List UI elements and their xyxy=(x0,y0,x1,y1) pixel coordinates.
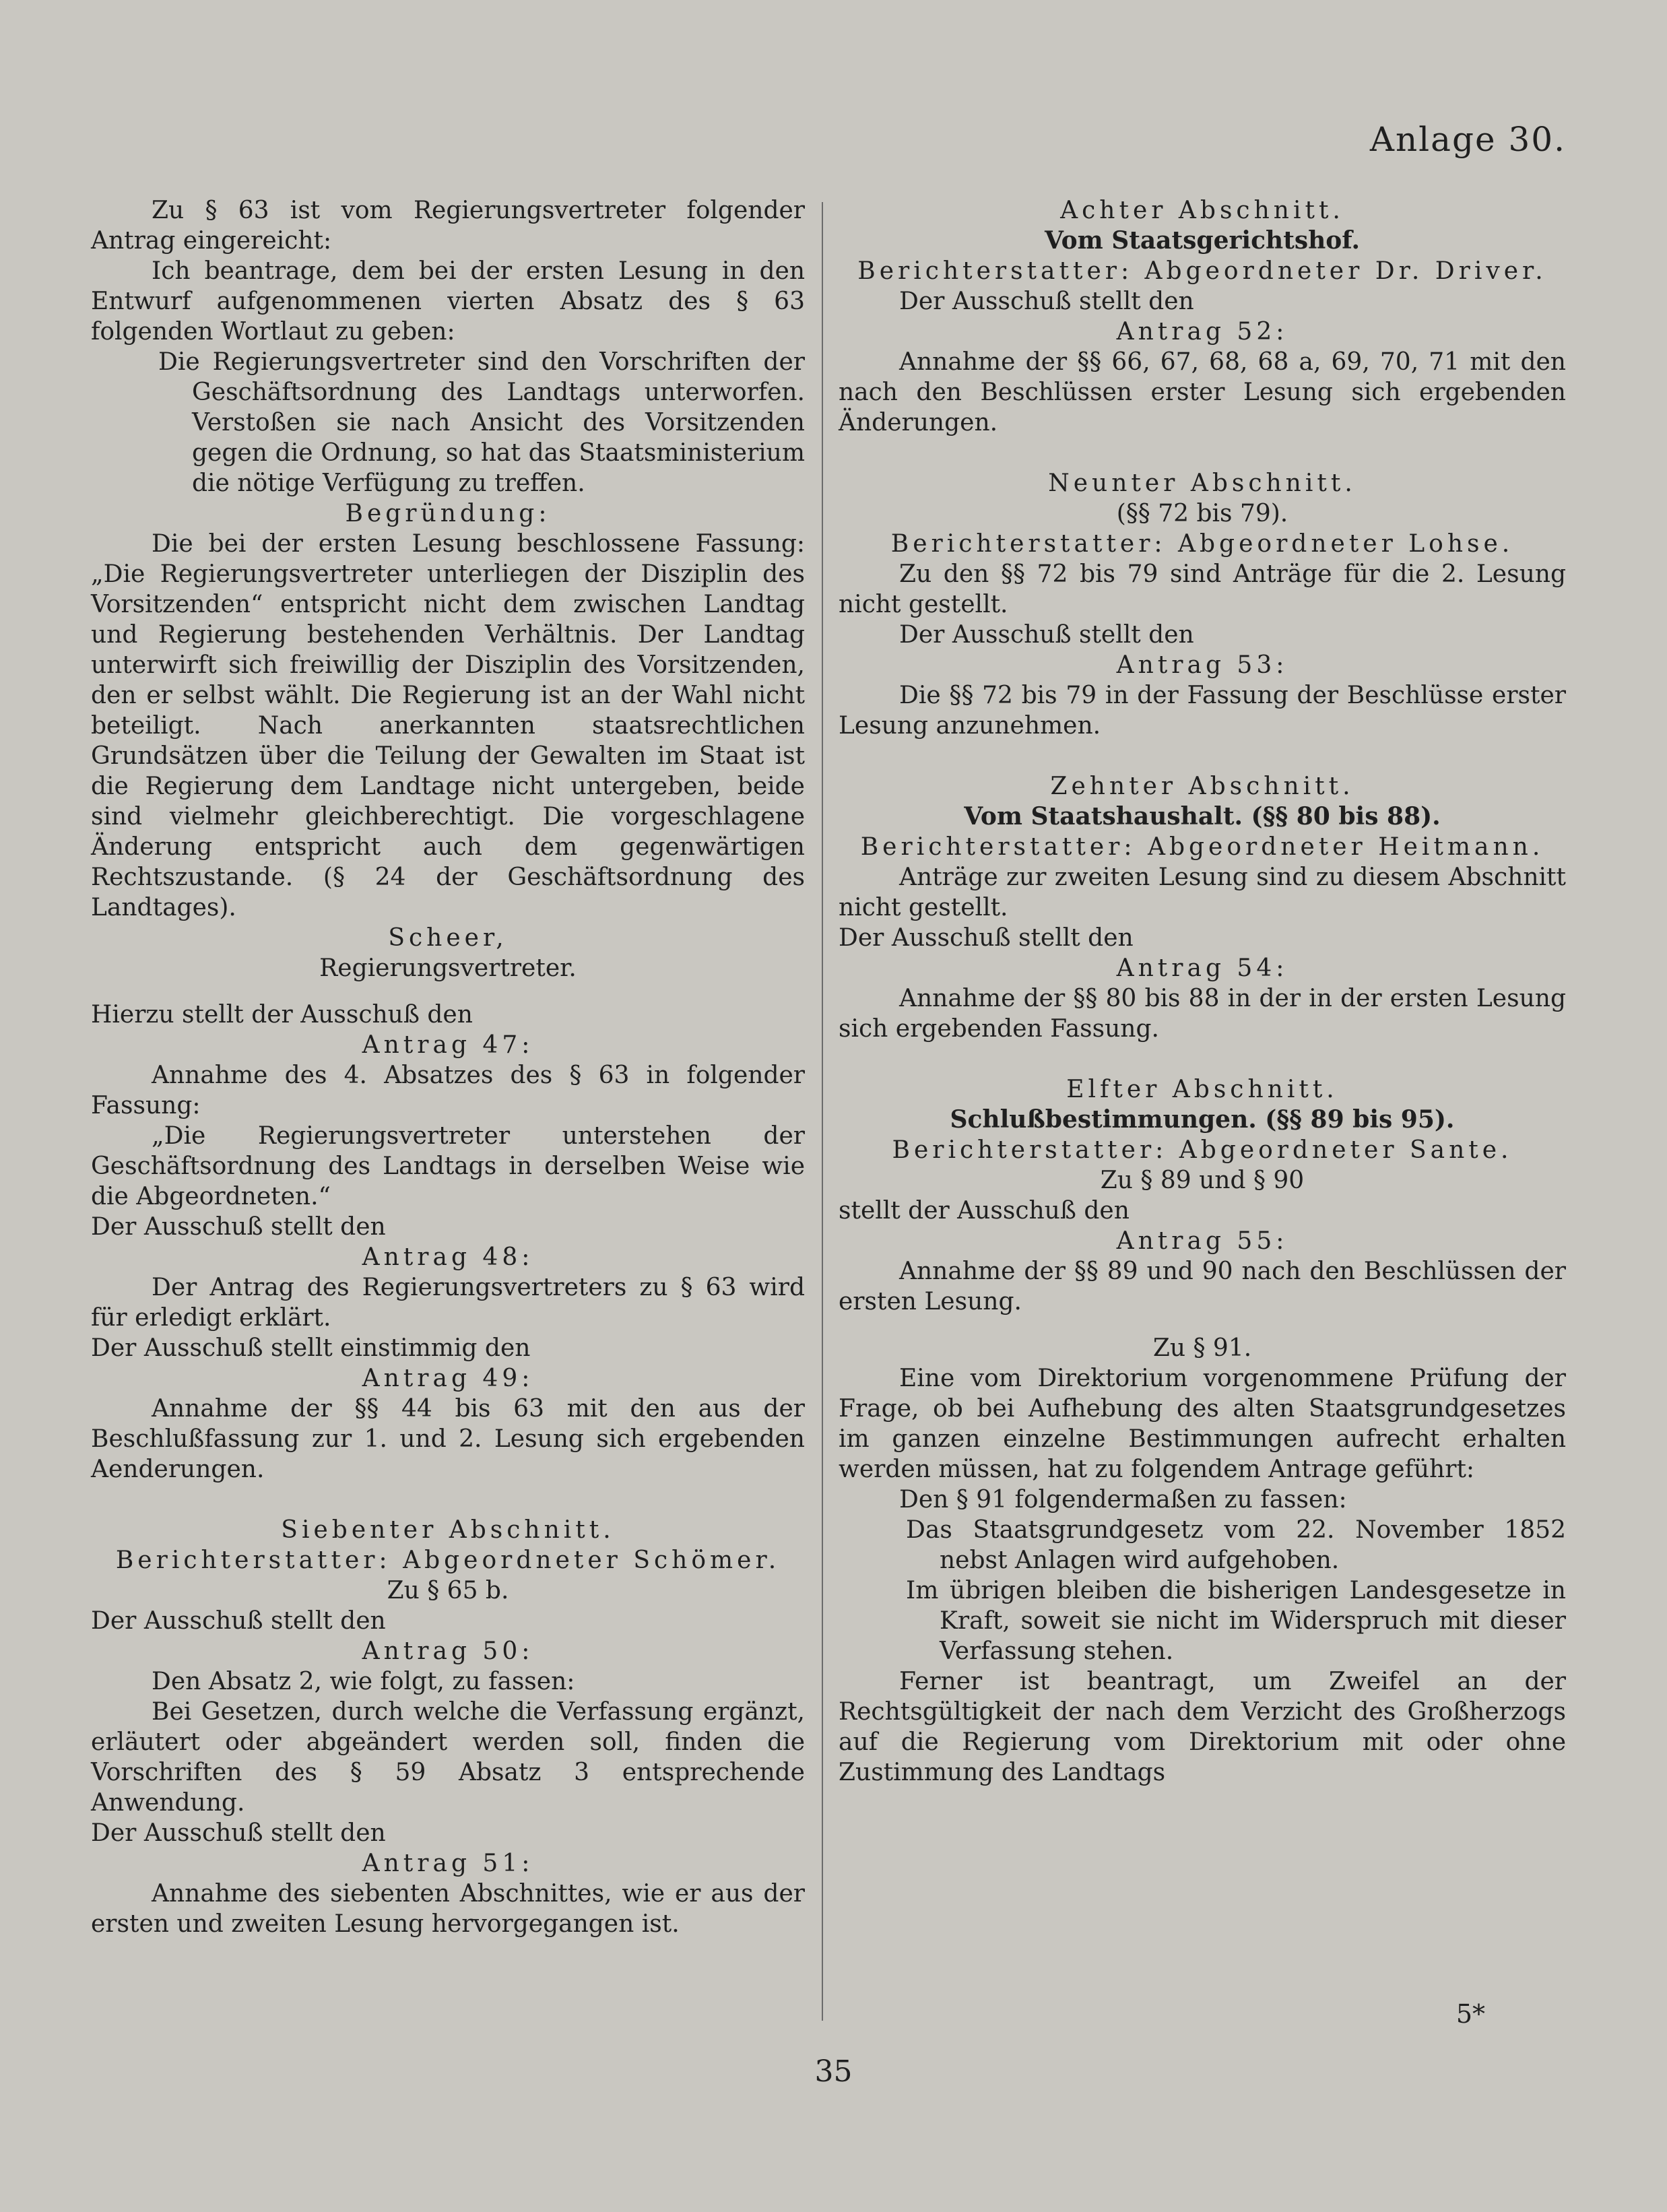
motion-label: Antrag 51: xyxy=(362,1850,534,1877)
section-title: Vom Staatsgerichtshof. xyxy=(1044,226,1361,255)
paragraph: Den § 91 folgendermaßen zu fassen: xyxy=(899,1486,1347,1514)
subheading: Begründung: xyxy=(345,500,551,527)
section-heading: Zehnter Abschnitt. xyxy=(1050,773,1354,800)
quoted-text: „Die Regierungsvertreter unterstehen der Geschäftsordnung des Landtags in derselben Weise wie die Abgeordneten.“ xyxy=(91,1122,805,1210)
motion-label: Antrag 50: xyxy=(362,1637,534,1665)
paragraph: Zu § 63 ist vom Regierungsvertreter folgender Antrag eingereicht: xyxy=(91,197,805,255)
subheading: Zu § 91. xyxy=(1152,1334,1252,1362)
paragraph: Annahme der §§ 80 bis 88 in der in der ersten Lesung sich ergebenden Fassung. xyxy=(839,985,1566,1043)
paragraph: Der Ausschuß stellt den xyxy=(899,288,1194,315)
paragraph: Die §§ 72 bis 79 in der Fassung der Beschlüsse erster Lesung anzunehmen. xyxy=(839,682,1566,740)
paragraph: Annahme der §§ 44 bis 63 mit den aus der Beschlußfassung zur 1. und 2. Lesung sich ergebenden Aenderungen. xyxy=(91,1395,805,1483)
quoted-text: Im übrigen bleiben die bisherigen Landesgesetze in Kraft, soweit sie nicht im Widerspruch mit dieser Verfassung stehen. xyxy=(906,1577,1566,1665)
section-title: (§§ 72 bis 79). xyxy=(1116,500,1288,527)
column-divider xyxy=(822,202,823,2021)
rapporteur: Berichterstatter: Abgeordneter Sante. xyxy=(892,1136,1513,1164)
paragraph: Annahme des siebenten Abschnittes, wie er aus der ersten und zweiten Lesung hervorgegangen ist. xyxy=(91,1880,805,1938)
rapporteur: Berichterstatter: Abgeordneter Lohse. xyxy=(890,530,1514,558)
quoted-text: Das Staatsgrundgesetz vom 22. November 1852 nebst Anlagen wird aufgehoben. xyxy=(906,1516,1566,1574)
paragraph: Der Antrag des Regierungsvertreters zu § 63 wird für erledigt erklärt. xyxy=(91,1274,805,1332)
motion-label: Antrag 47: xyxy=(362,1031,534,1059)
section-heading: Elfter Abschnitt. xyxy=(1066,1076,1338,1103)
section-heading: Achter Abschnitt. xyxy=(1060,197,1344,224)
paragraph: Der Ausschuß stellt den xyxy=(839,924,1134,952)
motion-label: Antrag 54: xyxy=(1116,954,1288,982)
paragraph: stellt der Ausschuß den xyxy=(839,1197,1130,1225)
paragraph: Der Ausschuß stellt den xyxy=(91,1213,386,1241)
rapporteur: Berichterstatter: Abgeordneter Dr. Driver. xyxy=(857,257,1547,285)
annex-label: Anlage 30. xyxy=(1369,120,1566,159)
paragraph: Zu den §§ 72 bis 79 sind Anträge für die 2. Lesung nicht gestellt. xyxy=(839,560,1566,618)
right-column xyxy=(839,195,1566,1788)
motion-label: Antrag 48: xyxy=(362,1243,534,1271)
rapporteur: Berichterstatter: Abgeordneter Heitmann. xyxy=(860,833,1544,861)
motion-label: Antrag 49: xyxy=(362,1365,534,1392)
signatory-title: Regierungsvertreter. xyxy=(319,954,577,982)
paragraph: Annahme der §§ 89 und 90 nach den Beschlüssen der ersten Lesung. xyxy=(839,1258,1566,1315)
motion-label: Antrag 53: xyxy=(1116,651,1288,679)
paragraph: Hierzu stellt der Ausschuß den xyxy=(91,1001,473,1029)
section-title: Vom Staatshaushalt. (§§ 80 bis 88). xyxy=(964,802,1441,831)
motion-label: Antrag 55: xyxy=(1116,1227,1288,1255)
paragraph: Eine vom Direktorium vorgenommene Prüfung der Frage, ob bei Aufhebung des alten Staatsgrundgesetzes im ganzen einzelne Bestimmungen aufrecht erhalten werden müssen, hat zu folgendem Antrage geführt: xyxy=(839,1365,1566,1483)
paragraph: Den Absatz 2, wie folgt, zu fassen: xyxy=(152,1668,575,1695)
subheading: Zu § 65 b. xyxy=(387,1577,509,1604)
paragraph: Der Ausschuß stellt den xyxy=(899,621,1194,649)
signature-mark: 5* xyxy=(1456,1999,1485,2029)
section-heading: Siebenter Abschnitt. xyxy=(281,1516,615,1544)
quoted-text: Die Regierungsvertreter sind den Vorschriften der Geschäftsordnung des Landtags unterworfen. Verstoßen sie nach Ansicht des Vorsitzenden gegen die Ordnung, so hat das Staatsministerium die nötige Verfügung zu treffen. xyxy=(158,348,805,497)
paragraph: Die bei der ersten Lesung beschlossene Fassung: „Die Regierungsvertreter unterliegen der Disziplin des Vorsitzenden“ entspricht nicht dem zwischen Landtag und Regierung bestehenden Verhältnis. Der Landtag unterwirft sich freiwillig der Disziplin des Vorsitzenden, den er selbst wählt. Die Regierung ist an der Wahl nicht beteiligt. Nach anerkannten staatsrechtlichen Grundsätzen über die Teilung der Gewalten im Staat ist die Regierung dem Landtage nicht untergeben, beide sind vielmehr gleichberechtigt. Die vorgeschlagene Änderung entspricht auch dem gegenwärtigen Rechtszustande. (§ 24 der Geschäftsordnung des Landtages). xyxy=(91,530,805,921)
paragraph: Annahme des 4. Absatzes des § 63 in folgender Fassung: xyxy=(91,1062,805,1119)
paragraph: Anträge zur zweiten Lesung sind zu diesem Abschnitt nicht gestellt. xyxy=(839,864,1566,921)
subheading: Zu § 89 und § 90 xyxy=(1100,1167,1305,1194)
paragraph: Annahme der §§ 66, 67, 68, 68 a, 69, 70, 71 mit den nach den Beschlüssen erster Lesung sich ergebenden Änderungen. xyxy=(839,348,1566,436)
quoted-text: Bei Gesetzen, durch welche die Verfassung ergänzt, erläutert oder abgeändert werden soll, finden die Vorschriften des § 59 Absatz 3 entsprechende Anwendung. xyxy=(91,1698,805,1817)
paragraph: Der Ausschuß stellt den xyxy=(91,1607,386,1635)
section-title: Schlußbestimmungen. (§§ 89 bis 95). xyxy=(950,1105,1455,1134)
paragraph: Der Ausschuß stellt einstimmig den xyxy=(91,1334,531,1362)
signatory-name: Scheer, xyxy=(388,924,508,952)
paragraph: Ich beantrage, dem bei der ersten Lesung in den Entwurf aufgenommenen vierten Absatz des § 63 folgenden Wortlaut zu geben: xyxy=(91,257,805,346)
left-column xyxy=(91,195,805,1939)
paragraph: Der Ausschuß stellt den xyxy=(91,1819,386,1847)
section-heading: Neunter Abschnitt. xyxy=(1048,469,1357,497)
rapporteur: Berichterstatter: Abgeordneter Schömer. xyxy=(115,1547,781,1574)
motion-label: Antrag 52: xyxy=(1116,318,1288,346)
paragraph: Ferner ist beantragt, um Zweifel an der Rechtsgültigkeit der nach dem Verzicht des Großherzogs auf die Regierung vom Direktorium mit oder ohne Zustimmung des Landtags xyxy=(839,1668,1566,1786)
page-number: 35 xyxy=(814,2054,853,2089)
